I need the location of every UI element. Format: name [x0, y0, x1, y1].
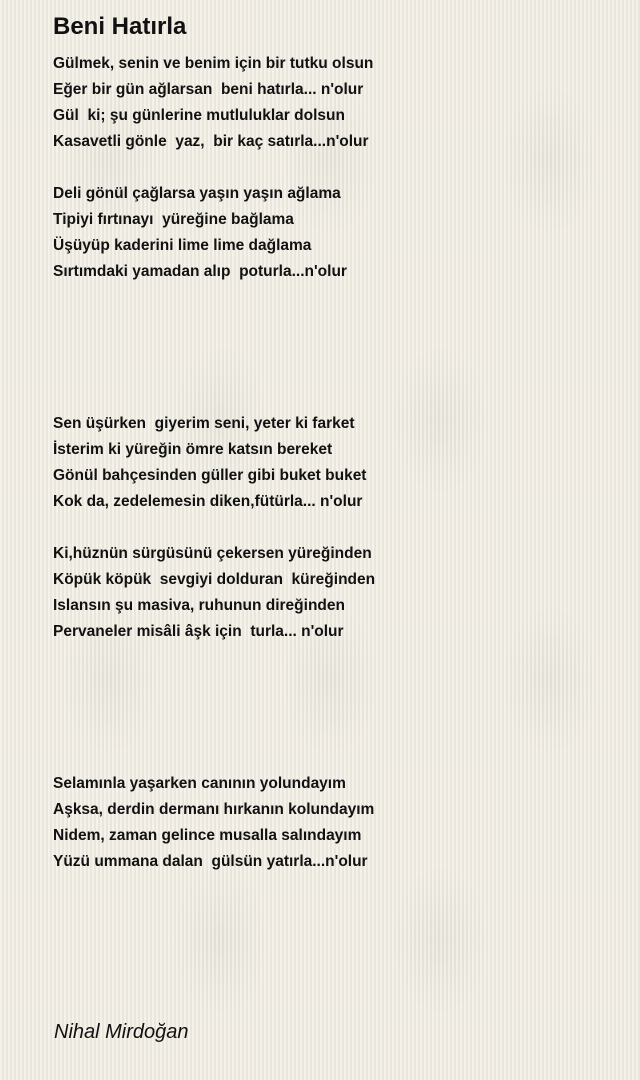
poem-line: Gönül bahçesinden güller gibi buket buket: [53, 467, 367, 484]
poem-line: Nidem, zaman gelince musalla salındayım: [53, 827, 362, 844]
stanza-5: [53, 771, 374, 875]
poem-line: Sen üşürken giyerim seni, yeter ki farket: [53, 415, 355, 432]
poem-line: Kok da, zedelemesin diken,fütürla... n'olur: [53, 493, 363, 510]
poem-line: İsterim ki yüreğin ömre katsın bereket: [53, 441, 333, 458]
poem-title: Beni Hatırla: [53, 13, 187, 40]
stanza-3: [53, 411, 366, 515]
poem-line: Ki,hüznün sürgüsünü çekersen yüreğinden: [53, 545, 372, 562]
stanza-1: [53, 51, 373, 155]
poem-line: Üşüyüp kaderini lime lime dağlama: [53, 237, 312, 254]
poem-line: Gülmek, senin ve benim için bir tutku olsun: [53, 55, 374, 72]
stanza-4: [53, 541, 375, 645]
poem-line: Selamınla yaşarken canının yolundayım: [53, 775, 346, 792]
stanza-2: [53, 181, 347, 285]
poem-line: Eğer bir gün ağlarsan beni hatırla... n'olur: [53, 81, 364, 98]
poem-line: Islansın şu masiva, ruhunun direğinden: [53, 597, 345, 614]
poem-line: Köpük köpük sevgiyi dolduran küreğinden: [53, 571, 376, 588]
poem-author: Nihal Mirdoğan: [54, 1021, 189, 1043]
poem-line: Deli gönül çağlarsa yaşın yaşın ağlama: [53, 185, 341, 202]
poem-line: Kasavetli gönle yaz, bir kaç satırla...n'olur: [53, 133, 369, 150]
poem-line: Sırtımdaki yamadan alıp poturla...n'olur: [53, 263, 347, 280]
poem-line: Aşksa, derdin dermanı hırkanın kolundayım: [53, 801, 375, 818]
poem-line: Pervaneler misâli âşk için turla... n'olur: [53, 623, 344, 640]
poem-line: Gül ki; şu günlerine mutluluklar dolsun: [53, 107, 345, 124]
poem-line: Yüzü ummana dalan gülsün yatırla...n'olur: [53, 853, 368, 870]
poem-line: Tipiyi fırtınayı yüreğine bağlama: [53, 211, 294, 228]
